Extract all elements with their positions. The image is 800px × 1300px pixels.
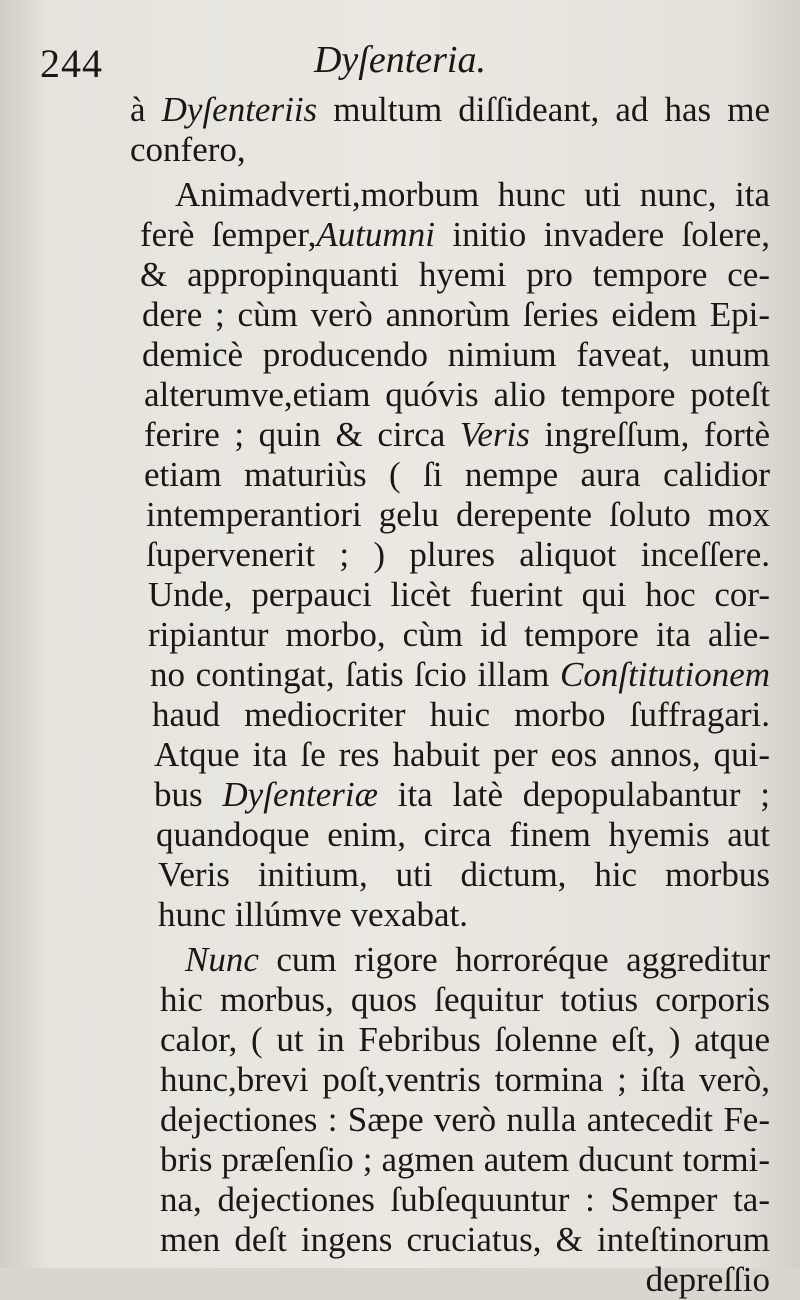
text-segment: ingreſſum, fortè bbox=[529, 415, 771, 454]
text-line bbox=[144, 375, 770, 415]
text-line bbox=[158, 895, 770, 935]
text-line bbox=[160, 1060, 770, 1100]
text-line bbox=[156, 815, 770, 855]
text-line bbox=[160, 980, 770, 1020]
italic-text: Autumni bbox=[316, 215, 435, 254]
text-segment: Unde, perpauci licèt fuerint qui hoc cor- bbox=[148, 575, 770, 614]
text-line bbox=[144, 415, 770, 455]
text-segment: na, dejectiones ſubſequuntur : Semper ta- bbox=[160, 1180, 770, 1219]
text-segment: demicè producendo nimium faveat, unum bbox=[142, 335, 770, 374]
text-segment: hunc,brevi poſt,ventris tormina ; iſta verò, bbox=[160, 1060, 770, 1099]
text-line bbox=[150, 655, 770, 695]
italic-text: Dyſenteriis bbox=[161, 90, 318, 129]
text-line bbox=[185, 940, 770, 980]
text-segment: cum rigore horroréque aggreditur bbox=[258, 940, 770, 979]
text-line bbox=[148, 575, 770, 615]
text-line bbox=[146, 535, 770, 575]
text-line bbox=[158, 855, 770, 895]
text-segment: intemperantiori gelu derepente ſoluto mox bbox=[146, 495, 770, 534]
text-segment: Veris initium, uti dictum, hic morbus bbox=[158, 855, 770, 894]
text-segment: ferire ; quin & circa bbox=[144, 415, 460, 454]
text-segment: depreſſio bbox=[645, 1260, 770, 1299]
text-line bbox=[152, 695, 770, 735]
text-line bbox=[175, 175, 770, 215]
text-line bbox=[130, 90, 770, 130]
text-line bbox=[154, 735, 770, 775]
text-line bbox=[160, 1220, 770, 1260]
text-line bbox=[148, 615, 770, 655]
text-segment: etiam maturiùs ( ſi nempe aura calidior bbox=[144, 455, 770, 494]
text-segment: ferè ſemper, bbox=[140, 215, 317, 254]
text-segment: hic morbus, quos ſequitur totius corporis bbox=[160, 980, 770, 1019]
text-segment: dejectiones : Sæpe verò nulla antecedit Fe- bbox=[160, 1100, 770, 1139]
text-line bbox=[140, 215, 770, 255]
text-line bbox=[144, 455, 770, 495]
text-line bbox=[142, 295, 770, 335]
text-segment: calor, ( ut in Febribus ſolenne eſt, ) atque bbox=[160, 1020, 770, 1059]
text-segment: haud mediocriter huic morbo ſuffragari. bbox=[152, 695, 770, 734]
text-segment: confero, bbox=[130, 130, 246, 169]
text-line bbox=[160, 1020, 770, 1060]
text-segment: multum diſſideant, ad has me bbox=[317, 90, 770, 129]
text-line bbox=[160, 1180, 770, 1220]
text-segment: initio invadere ſolere, bbox=[434, 215, 770, 254]
text-segment: Animadverti,morbum hunc uti nunc, ita bbox=[175, 175, 770, 214]
italic-text: Veris bbox=[459, 415, 530, 454]
text-segment: bris præſenſio ; agmen autem ducunt tormi- bbox=[160, 1140, 770, 1179]
text-line bbox=[140, 255, 770, 295]
text-line bbox=[130, 130, 770, 170]
text-line bbox=[160, 1100, 770, 1140]
text-segment: ita latè depopulabantur ; bbox=[377, 775, 770, 814]
italic-text: Nunc bbox=[185, 940, 259, 979]
text-segment: quandoque enim, circa finem hyemis aut bbox=[156, 815, 770, 854]
page-number: 244 bbox=[40, 41, 103, 86]
text-line bbox=[160, 1260, 770, 1300]
text-segment: no contingat, ſatis ſcio illam bbox=[150, 655, 560, 694]
text-segment: men deſt ingens cruciatus, & inteſtinorum bbox=[160, 1220, 770, 1259]
italic-text: Dyſenteriæ bbox=[222, 775, 378, 814]
text-segment: & appropinquanti hyemi pro tempore ce- bbox=[140, 255, 770, 294]
text-line bbox=[154, 775, 770, 815]
text-line bbox=[146, 495, 770, 535]
text-segment: Atque ita ſe res habuit per eos annos, qui- bbox=[154, 735, 770, 774]
text-segment: ſupervenerit ; ) plures aliquot inceſſere. bbox=[146, 535, 770, 574]
running-title: Dyſenteria. bbox=[313, 39, 486, 81]
text-segment: dere ; cùm verò annorùm ſeries eidem Epi- bbox=[142, 295, 770, 334]
text-line bbox=[142, 335, 770, 375]
text-segment: alterumve,etiam quóvis alio tempore poteſt bbox=[144, 375, 770, 414]
text-segment: ripiantur morbo, cùm id tempore ita alie- bbox=[148, 615, 770, 654]
text-line bbox=[160, 1140, 770, 1180]
text-segment: hunc illúmve vexabat. bbox=[158, 895, 469, 934]
italic-text: Conſtitutionem bbox=[560, 655, 770, 694]
text-segment: à bbox=[130, 90, 162, 129]
text-segment: bus bbox=[154, 775, 223, 814]
